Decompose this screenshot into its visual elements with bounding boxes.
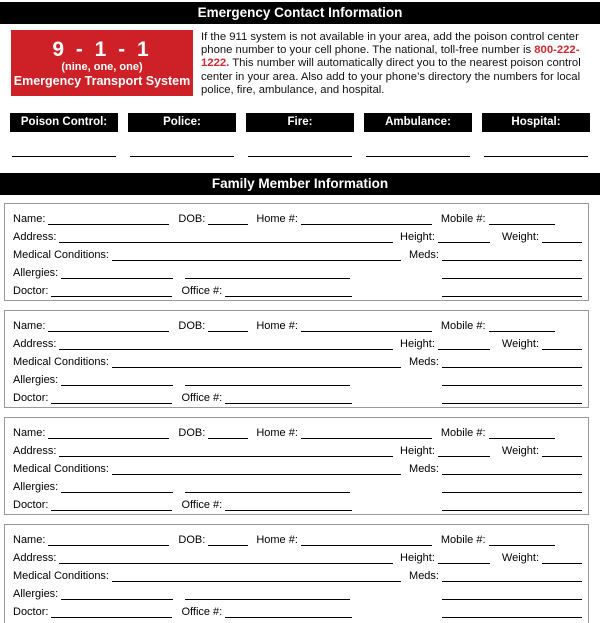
field-label-name: Name: — [13, 320, 46, 333]
blank-line-name — [48, 436, 169, 439]
field-label-medical: Medical Conditions: — [13, 249, 109, 262]
blank-line-doctor — [51, 294, 172, 297]
field-label-address: Address: — [13, 338, 57, 351]
blank-line-height — [438, 561, 490, 564]
member-1-row-4 — [13, 262, 582, 280]
field-label-address: Address: — [13, 445, 57, 458]
field-label-address: Address: — [13, 231, 57, 244]
field-label-allergies: Allergies: — [13, 374, 59, 387]
field-label-weight: Weight: — [501, 445, 539, 458]
contact-blank-line-0 — [12, 156, 116, 157]
blank-line-address — [59, 347, 393, 350]
member-3-row-5 — [13, 494, 582, 512]
blank-line-meds — [442, 365, 582, 368]
emergency-number-spelled: (nine, one, one) — [61, 60, 143, 73]
field-label-dob: DOB: — [178, 320, 206, 333]
field-label-height: Height: — [400, 338, 435, 351]
family-member-block-3 — [4, 417, 589, 515]
field-label-allergies: Allergies: — [13, 588, 59, 601]
section-header-family — [0, 173, 600, 195]
blank-line-name — [48, 329, 169, 332]
field-label-mobile: Mobile #: — [440, 427, 486, 440]
field-label-dob: DOB: — [178, 213, 206, 226]
field-label-meds: Meds: — [409, 570, 439, 583]
field-label-office: Office #: — [181, 392, 223, 405]
blank-line-allergies — [61, 490, 173, 493]
contact-label-box-3: Ambulance: — [364, 113, 472, 132]
blank-line-dob — [208, 436, 248, 439]
contact-label-box-1: Police: — [128, 113, 236, 132]
field-label-allergies: Allergies: — [13, 481, 59, 494]
blank-line-dob — [208, 222, 248, 225]
blank-line-mobile — [489, 222, 555, 225]
field-label-home: Home #: — [256, 213, 298, 226]
blank-line-meds-cont — [442, 276, 582, 279]
blank-line-home — [301, 329, 432, 332]
emergency-contacts-blank-row — [0, 156, 600, 158]
member-2-row-1 — [13, 315, 582, 333]
member-2-row-5 — [13, 387, 582, 405]
blank-line-name — [48, 222, 169, 225]
emergency-contacts-label-row — [0, 113, 600, 132]
blank-line-meds-cont — [442, 597, 582, 600]
blank-line-address — [59, 454, 393, 457]
field-label-home: Home #: — [256, 534, 298, 547]
field-label-medical: Medical Conditions: — [13, 463, 109, 476]
contact-blank-line-4 — [484, 156, 588, 157]
blank-line-allergies — [61, 597, 173, 600]
blank-line-office — [225, 294, 352, 297]
blank-line-meds — [442, 579, 582, 582]
blank-line-allergies-cont — [185, 383, 350, 386]
field-label-address: Address: — [13, 552, 57, 565]
blank-line-office — [225, 508, 352, 511]
poison-control-paragraph — [193, 30, 590, 97]
field-label-meds: Meds: — [409, 249, 439, 262]
member-1-row-3 — [13, 244, 582, 262]
paragraph-text-before: If the 911 system is not available in your area, add the poison control center phone number to your cell phone. The national, toll-free number is — [201, 31, 579, 57]
field-label-weight: Weight: — [501, 552, 539, 565]
blank-line-allergies-cont — [185, 597, 350, 600]
blank-line-address — [59, 240, 393, 243]
blank-line-address — [59, 561, 393, 564]
blank-line-height — [438, 454, 490, 457]
field-label-doctor: Doctor: — [13, 392, 49, 405]
field-label-height: Height: — [400, 445, 435, 458]
member-1-row-1 — [13, 208, 582, 226]
blank-line-meds — [442, 258, 582, 261]
field-label-medical: Medical Conditions: — [13, 356, 109, 369]
field-label-doctor: Doctor: — [13, 285, 49, 298]
member-4-row-1 — [13, 529, 582, 547]
field-label-doctor: Doctor: — [13, 606, 49, 619]
blank-line-name — [48, 543, 169, 546]
section-header-emergency — [0, 2, 600, 24]
field-label-dob: DOB: — [178, 534, 206, 547]
member-3-row-3 — [13, 458, 582, 476]
emergency-number: 9 - 1 - 1 — [52, 37, 152, 61]
field-label-office: Office #: — [181, 285, 223, 298]
field-label-height: Height: — [400, 231, 435, 244]
blank-line-office — [225, 615, 352, 618]
poison-control-phone-number: 800-222-1222. — [201, 44, 580, 70]
blank-line-meds-cont2 — [442, 615, 582, 618]
blank-line-doctor — [51, 615, 172, 618]
blank-line-allergies-cont — [185, 276, 350, 279]
blank-line-allergies — [61, 383, 173, 386]
blank-line-home — [301, 222, 432, 225]
field-label-medical: Medical Conditions: — [13, 570, 109, 583]
blank-line-weight — [542, 454, 582, 457]
blank-line-doctor — [51, 401, 172, 404]
blank-line-medical — [112, 472, 401, 475]
blank-line-meds-cont — [442, 490, 582, 493]
field-label-mobile: Mobile #: — [440, 534, 486, 547]
member-2-row-3 — [13, 351, 582, 369]
blank-line-height — [438, 240, 490, 243]
field-label-meds: Meds: — [409, 356, 439, 369]
field-label-home: Home #: — [256, 427, 298, 440]
blank-line-weight — [542, 240, 582, 243]
blank-line-height — [438, 347, 490, 350]
family-member-block-1 — [4, 203, 589, 301]
family-section-title: Family Member Information — [211, 176, 389, 192]
field-label-name: Name: — [13, 427, 46, 440]
field-label-home: Home #: — [256, 320, 298, 333]
member-3-row-4 — [13, 476, 582, 494]
contact-label-box-4: Hospital: — [482, 113, 590, 132]
field-label-allergies: Allergies: — [13, 267, 59, 280]
field-label-name: Name: — [13, 534, 46, 547]
blank-line-mobile — [489, 329, 555, 332]
field-label-doctor: Doctor: — [13, 499, 49, 512]
field-label-name: Name: — [13, 213, 46, 226]
family-member-block-4 — [4, 524, 589, 623]
blank-line-meds-cont — [442, 383, 582, 386]
member-2-row-2 — [13, 333, 582, 351]
member-4-row-3 — [13, 565, 582, 583]
blank-line-office — [225, 401, 352, 404]
paragraph-text-after: This number will automatically direct you to the nearest poison control center in your area. Also add to your phone’s directory the numbers for local police, fire, ambulance, and hospital. — [201, 57, 581, 96]
member-1-row-2 — [13, 226, 582, 244]
blank-line-weight — [542, 347, 582, 350]
blank-line-meds — [442, 472, 582, 475]
member-4-row-2 — [13, 547, 582, 565]
member-4-row-5 — [13, 601, 582, 619]
contact-blank-line-2 — [248, 156, 352, 157]
contact-label-box-0: Poison Control: — [10, 113, 118, 132]
field-label-weight: Weight: — [501, 338, 539, 351]
field-label-dob: DOB: — [178, 427, 206, 440]
emergency-section-title: Emergency Contact Information — [197, 5, 403, 20]
field-label-mobile: Mobile #: — [440, 320, 486, 333]
contact-blank-line-3 — [366, 156, 470, 157]
field-label-office: Office #: — [181, 606, 223, 619]
member-2-row-4 — [13, 369, 582, 387]
blank-line-mobile — [489, 436, 555, 439]
member-4-row-4 — [13, 583, 582, 601]
call-911-box — [11, 30, 193, 96]
field-label-height: Height: — [400, 552, 435, 565]
field-label-weight: Weight: — [501, 231, 539, 244]
member-3-row-2 — [13, 440, 582, 458]
field-label-meds: Meds: — [409, 463, 439, 476]
family-member-blocks — [0, 203, 600, 623]
contact-label-box-2: Fire: — [246, 113, 354, 132]
blank-line-dob — [208, 543, 248, 546]
blank-line-home — [301, 543, 432, 546]
family-member-block-2 — [4, 310, 589, 408]
emergency-transport-label: Emergency Transport System — [13, 73, 191, 88]
top-info-row — [0, 30, 600, 97]
blank-line-meds-cont2 — [442, 401, 582, 404]
blank-line-meds-cont2 — [442, 508, 582, 511]
blank-line-medical — [112, 258, 401, 261]
blank-line-doctor — [51, 508, 172, 511]
blank-line-home — [301, 436, 432, 439]
blank-line-mobile — [489, 543, 555, 546]
blank-line-weight — [542, 561, 582, 564]
blank-line-allergies-cont — [185, 490, 350, 493]
member-1-row-5 — [13, 280, 582, 298]
member-3-row-1 — [13, 422, 582, 440]
field-label-office: Office #: — [181, 499, 223, 512]
blank-line-medical — [112, 365, 401, 368]
contact-blank-line-1 — [130, 156, 234, 157]
field-label-mobile: Mobile #: — [440, 213, 486, 226]
blank-line-allergies — [61, 276, 173, 279]
blank-line-medical — [112, 579, 401, 582]
blank-line-dob — [208, 329, 248, 332]
blank-line-meds-cont2 — [442, 294, 582, 297]
